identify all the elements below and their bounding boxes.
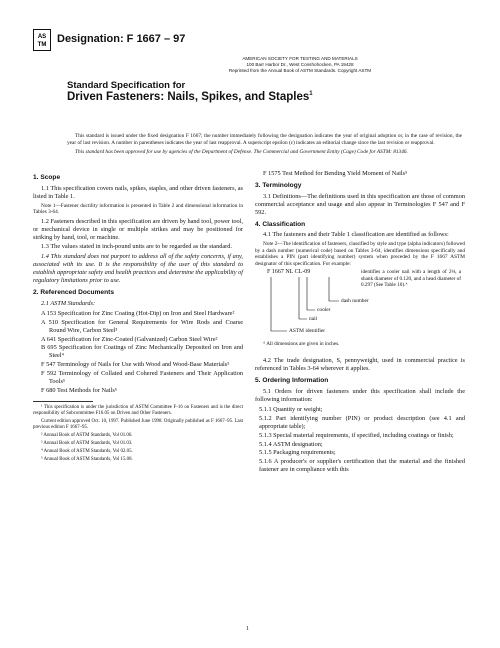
- footnote: ² Annual Book of ASTM Standards, Vol 01.06.: [41, 432, 133, 438]
- footnote: ³ Annual Book of ASTM Standards, Vol 01.03.: [41, 440, 133, 446]
- title-line-1: Standard Specification for: [67, 80, 186, 91]
- footnote: ⁴ Annual Book of ASTM Standards, Vol 02.05.: [41, 448, 133, 454]
- reference-item: B 695 Specification for Coatings of Zinc Mechanically Deposited on Iron and Steel⁴: [41, 344, 243, 360]
- reference-item: F 680 Test Methods for Nails⁵: [41, 386, 117, 394]
- notice-paragraph: This standard is issued under the fixed designation F 1667; the number immediately following the designation indicates the year of original adoption or, in the case of revision, the year of last revision. A number in parentheses indicates the year of last reapproval. A superscript epsilon (ε) indicates an editorial change since the last revision or reapproval.: [67, 133, 462, 146]
- para-4-1: 4.1 The fasteners and their Table 1 classification are identified as follows:: [263, 231, 449, 239]
- page-number: 1: [246, 626, 249, 632]
- ordering-item: 5.1.5 Packaging requirements;: [259, 449, 336, 457]
- section-references-heading: 2. Referenced Documents: [33, 288, 114, 296]
- note-1: Note 1—Fastener ductility information is presented in Table 2 and dimensional information in Tables 3-64.: [33, 202, 243, 216]
- para-4-2: 4.2 The trade designation, S, pennyweight, used in commercial practice is referenced in Tables 3-64 wherever it applies.: [255, 357, 465, 373]
- standard-notice: [67, 133, 462, 159]
- label-astm-identifier: ASTM identifier: [289, 328, 326, 335]
- para-2-1: 2.1 ASTM Standards:: [41, 299, 96, 307]
- label-nail: nail: [309, 316, 318, 323]
- ordering-item: 5.1.1 Quantity or weight;: [259, 405, 323, 413]
- section-scope-heading: 1. Scope: [33, 174, 61, 181]
- para-1-2: 1.2 Fasteners described in this specification are driven by hand tool, power tool, or mechanical device in single or multiple strikes and may be positioned for striking by hand, tool, or machine.: [33, 217, 243, 241]
- footnote: ¹ This specification is under the jurisdiction of ASTM Committee F-16 on Fasteners and is the direct responsibility of Subcommittee F16.05 on Driven and Other Fasteners.: [33, 404, 243, 416]
- reference-item: F 547 Terminology of Nails for Use with Wood and Wood-Base Materials⁵: [41, 361, 230, 369]
- reference-item: A 510 Specification for General Requirements for Wire Rods and Coarse Round Wire, Carbon Steel³: [41, 318, 243, 334]
- footnote: Current edition approved Oct. 10, 1997. Published June 1998. Originally published as F 1667–95. Last previous edition F 1667–95.: [33, 418, 243, 430]
- publisher-line: AMERICAN SOCIETY FOR TESTING AND MATERIALS: [242, 56, 358, 61]
- label-cooler: cooler: [317, 307, 331, 314]
- astm-logo: [33, 29, 51, 51]
- pin-example-description: identifies a cooler nail with a length of 2⅛, a shank diameter of 0.120, and a head diameter of 0.297 (See Table 10).ᴬ: [361, 269, 461, 289]
- para-3-1: 3.1 Definitions—The definitions used in this specification are those of common commercial acceptance and usage and also appear in Terminologies F 547 and F 592.: [255, 192, 465, 216]
- section-ordering-heading: 5. Ordering Information: [255, 377, 329, 385]
- publisher-line: Reprinted from the Annual Book of ASTM Standards. Copyright ASTM: [228, 68, 372, 73]
- ordering-item: 5.1.3 Special material requirements, if specified, including coatings or finish;: [259, 431, 454, 439]
- section-classification-heading: 4. Classification: [255, 220, 306, 228]
- para-1-4: 1.4 This standard does not purport to address all of the safety concerns, if any, associated with its use. It is the responsibility of the user of this standard to establish appropriate safety and health practices and determine the applicability of regulatory limitations prior to use.: [33, 253, 243, 285]
- reference-item: F 1575 Test Method for Bending Yield Moment of Nails⁵: [263, 170, 408, 177]
- reference-item: A 153 Specification for Zinc Coating (Hot-Dip) on Iron and Steel Hardware²: [41, 309, 235, 317]
- footnote: ⁵ Annual Book of ASTM Standards, Vol 15.08.: [41, 456, 133, 462]
- svg-text:TM: TM: [37, 42, 47, 48]
- diagram-footnote: ᴬ All dimensions are given in inches.: [263, 341, 340, 348]
- footnote-divider: [33, 401, 93, 402]
- para-1-3: 1.3 The values stated in inch-pound units are to be regarded as the standard.: [41, 243, 233, 251]
- notice-dod-paragraph: This standard has been approved for use by agencies of the Department of Defense. The Commercial and Government Entity (Cage) Code for ASTM: 81346.: [75, 149, 408, 156]
- title-footnote-mark: 1: [309, 91, 313, 98]
- right-column: [255, 170, 465, 475]
- reference-item: F 592 Terminology of Collated and Cohered Fasteners and Their Application Tools⁵: [41, 370, 243, 386]
- publisher-block: [150, 56, 450, 74]
- publisher-line: 100 Barr Harbor Dr., West Conshohocken, PA 19428: [246, 62, 354, 67]
- section-terminology-heading: 3. Terminology: [255, 181, 302, 189]
- ordering-item: 5.1.6 A producer's or supplier's certification that the material and the finished fastener are in compliance with this: [259, 458, 465, 474]
- note-2: Note 2—The identification of fasteners, classified by style and type (alpha indicators) followed by a dash number (numerical code) based on Tables 3-64, identifies dimensions specifically and establishes a PIN (part identifying number) system when preceded by the F 1667 ASTM designator of this specification. For example:: [255, 241, 465, 267]
- title-text: Driven Fasteners: Nails, Spikes, and Staples: [67, 91, 310, 103]
- ordering-item: 5.1.4 ASTM designation;: [259, 440, 323, 448]
- pin-example-code: F 1667 NL CL-09: [267, 269, 311, 276]
- pin-example-diagram: [255, 269, 465, 353]
- para-5-1: 5.1 Orders for driven fasteners under this specification shall include the following information:: [255, 388, 465, 403]
- title-line-2: [67, 91, 313, 103]
- ordering-item: 5.1.2 Part identifying number (PIN) or product description (see 4.1 and appropriate table);: [259, 414, 465, 430]
- reference-item: A 641 Specification for Zinc-Coated (Galvanized) Carbon Steel Wire²: [41, 335, 218, 343]
- para-1-1: 1.1 This specification covers nails, spikes, staples, and other driven fasteners, as listed in Table 1.: [33, 184, 243, 200]
- left-column: [33, 170, 243, 465]
- label-dash-number: dash number: [341, 298, 369, 305]
- svg-text:AS: AS: [37, 34, 47, 40]
- designation: Designation: F 1667 – 97: [57, 33, 186, 45]
